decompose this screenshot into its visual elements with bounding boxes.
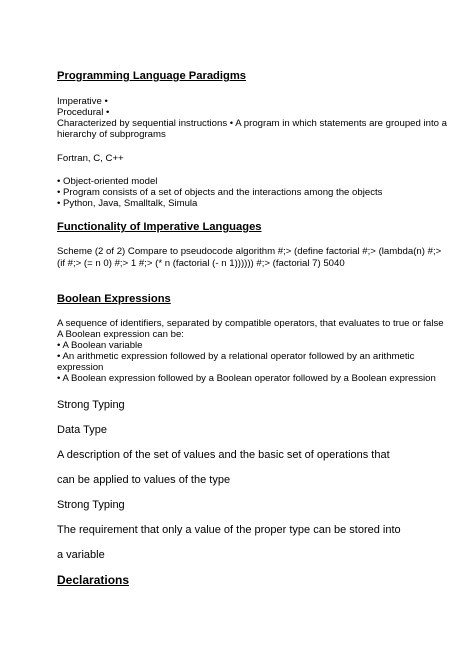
text-characterized-line-1: Characterized by sequential instructions • A program in which statements are grouped into a: [57, 118, 447, 129]
bullet-arithmetic-expression: • An arithmetic expression followed by a relational operator followed by an arithmetic: [57, 351, 415, 362]
text-procedural: Procedural •: [57, 107, 110, 118]
text-scheme-line-2: (if #;> (= n 0) #;> 1 #;> (* n (factorial (- n 1)))))) #;> (factorial 7) 5040: [57, 258, 345, 269]
text-data-type: Data Type: [57, 424, 107, 436]
text-description-line-1: A description of the set of values and the basic set of operations that: [57, 449, 390, 461]
text-fortran: Fortran, C, C++: [57, 153, 124, 164]
text-imperative: Imperative •: [57, 96, 108, 107]
bullet-boolean-operator: • A Boolean expression followed by a Boolean operator followed by a Boolean expression: [57, 373, 436, 384]
heading-functionality-imperative: Functionality of Imperative Languages: [57, 221, 262, 233]
heading-declarations: Declarations: [57, 573, 130, 587]
bullet-python-java: • Python, Java, Smalltalk, Simula: [57, 198, 198, 209]
text-characterized-line-2: hierarchy of subprograms: [57, 129, 166, 140]
text-strong-typing-1: Strong Typing: [57, 399, 125, 411]
text-description-line-2: can be applied to values of the type: [57, 474, 231, 486]
text-expression-continued: expression: [57, 362, 104, 373]
text-boolean-can-be: A Boolean expression can be:: [57, 329, 184, 340]
text-requirement-line-2: a variable: [57, 549, 105, 561]
bullet-program-consists: • Program consists of a set of objects and the interactions among the objects: [57, 187, 383, 198]
heading-boolean-expressions: Boolean Expressions: [57, 293, 171, 305]
bullet-object-oriented-model: • Object-oriented model: [57, 176, 158, 187]
heading-programming-language-paradigms: Programming Language Paradigms: [57, 70, 246, 82]
bullet-boolean-variable: • A Boolean variable: [57, 340, 143, 351]
text-scheme-line-1: Scheme (2 of 2) Compare to pseudocode algorithm #;> (define factorial #;> (lambda(n) #;>: [57, 246, 442, 257]
text-boolean-definition: A sequence of identifiers, separated by compatible operators, that evaluates to true or false: [57, 318, 444, 329]
text-strong-typing-2: Strong Typing: [57, 499, 125, 511]
text-requirement-line-1: The requirement that only a value of the proper type can be stored into: [57, 524, 401, 536]
